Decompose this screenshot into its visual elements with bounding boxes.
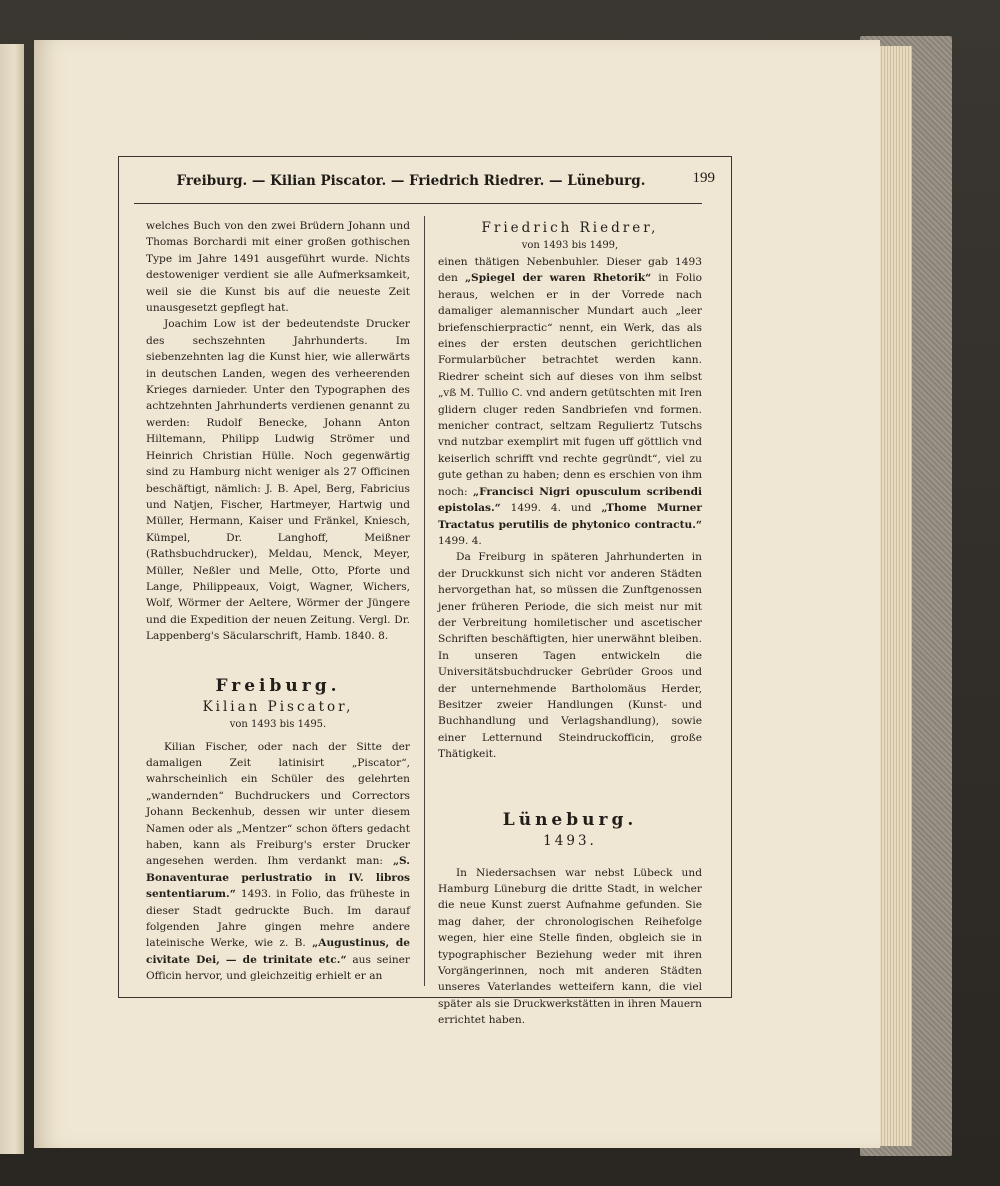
book-title: „Augustinus, de civitate Dei, — de trinitate etc.“: [146, 937, 410, 966]
spacer: [438, 851, 702, 865]
spacer: [438, 763, 702, 809]
right-column: [438, 218, 702, 1029]
paragraph: welches Buch von den zwei Brüdern Johann und Thomas Borchardi mit einer großen gothischen Type im Jahre 1491 ausgeführt wurde. Nichts destoweniger verdient sie alle Aufmerksamkeit, weil sie die Kunst bis auf die neueste Zeit unausgesetzt gepflegt hat.: [146, 220, 410, 315]
section-heading-freiburg: Freiburg.: [215, 675, 341, 696]
paragraph: Joachim Low ist der bedeutendste Drucker des sechszehnten Jahrhunderts. Im siebenzehnten lag die Kunst hier, wie allerwärts in deutschen Landen, wegen des verheerenden Krieges darnieder. Unter den Typographen des achtzehnten Jahrhunderts verdienen genannt zu werden: Rudolf Benecke, Johann Anton Hiltemann, Philipp Ludwig Strömer und Heinrich Christian Hülle. Noch gegenwärtig sind zu Hamburg nicht weniger als 27 Officinen beschäftigt, nämlich: J. B. Apel, Berg, Fabricius und Natjen, Fischer, Hartmeyer, Hartwig und Müller, Hermann, Kaiser und Fränkel, Kniesch, Kümpel, Dr. Langhoff, Meißner (Rathsbuchdrucker), Meldau, Menck, Meyer, Müller, Neßler und Melle, Otto, Pforte und Lange, Philippeaux, Voigt, Wagner, Wichers, Wolf, Wörmer der Aeltere, Wörmer der Jüngere und die Expedition der neuen Zeitung. Vergl. Dr. Lappenberg's Säcularschrift, Hamb. 1840. 8.: [146, 318, 410, 643]
paragraph: [146, 739, 410, 985]
header-rule: [134, 203, 702, 204]
paragraph: Da Freiburg in späteren Jahrhunderten in der Druckkunst sich nicht vor anderen Städten hervorgethan hat, so müssen die Zunftgenossen jener früheren Periode, die sich meist nur mit der Verbreitung homiletischer und ascetischer Schriften beschäftigten, hier unerwähnt bleiben. In unseren Tagen entwickeln die Universitätsbuchdrucker Gebrüder Groos und der unternehmende Bartholomäus Herder, Besitzer zweier Handlungen (Kunst- und Buchhandlung und Verlagshandlung), sowie einer Letternund Steindruckofficin, große Thätigkeit.: [438, 551, 702, 761]
text-run: einen thätigen Nebenbuhler. Dieser gab 1493 den: [438, 256, 702, 285]
running-header: [118, 168, 704, 194]
paragraph: In Niedersachsen war nebst Lübeck und Hamburg Lüneburg die dritte Stadt, in welcher die neue Kunst zuerst Aufnahme gefunden. Sie mag daher, der chronologischen Reihefolge wegen, hier eine Stelle finden, obgleich sie in typographischer Beziehung weder mit ihren Vorgängerinnen, noch mit anderen Städten unseres Vaterlandes wetteifern kann, die viel später als sie Druckwerkstätten in ihren Mauern errichtet haben.: [438, 866, 702, 1027]
text-run: 1499. 4. und: [510, 502, 592, 515]
text-run: 1499. 4.: [438, 534, 482, 547]
book-title: „Spiegel der waren Rhetorik“: [464, 272, 652, 285]
running-title: Freiburg. — Kilian Piscator. — Friedrich Riedrer. — Lüneburg.: [176, 173, 646, 189]
book-title: „Thome Murner Tractatus perutilis de phytonico contractu.“: [438, 502, 702, 531]
spacer: [146, 645, 410, 675]
printer-dates: von 1493 bis 1499,: [521, 240, 619, 251]
left-page-edge: [0, 44, 24, 1154]
printer-heading-kilian: Kilian Piscator,: [202, 698, 354, 715]
page-number: 199: [692, 170, 715, 186]
text-run: Kilian Fischer, oder nach der Sitte der damaligen Zeit latinisirt „Piscator“, wahrscheinlich ein Schüler des gelehrten „wandernden“ Buchdruckers und Correctors Johann Beckenhub, dessen wir unter diesem Namen oder als „Mentzer“ schon öfters gedacht haben, kann als Freiburg's erster Drucker angesehen werden. Ihm verdankt man:: [146, 740, 410, 868]
text-run: aus seiner Officin hervor, und gleichzeitig erhielt er an: [146, 953, 410, 983]
text-run: in Folio heraus, welchen er in der Vorrede nach damaliger alemannischer Mundart auch „leer briefenschierpractic“ nennt, ein Werk, das als eines der ersten deutschen gerichtlichen Formularbücher betrachtet werden kann. Riedrer scheint sich auf dieses von ihm selbst „vß M. Tullio C. vnd andern getütschten mit Iren glidern cluger reden Sandbriefen vnd formen. menicher contract, seltzam Reguliertz Tutschs vnd nutzbar exemplirt mit fugen uff göttlich vnd keiserlich schrifft vnd rechte gegründt“, viel zu gute gethan zu haben; denn es erschien von ihm noch:: [438, 272, 702, 498]
book-title: „Francisci Nigri opusculum scribendi epistolas.“: [438, 485, 703, 515]
column-divider: [424, 216, 425, 986]
printer-dates: von 1493 bis 1495.: [229, 718, 327, 730]
text-run: 1493. in Folio, das früheste in dieser Stadt gedruckte Buch. Im darauf folgenden Jahre gingen mehre andere lateinische Werke, wie z. B.: [146, 888, 410, 950]
printer-heading-riedrer: Friedrich Riedrer,: [481, 220, 659, 236]
section-year: 1493.: [543, 832, 597, 849]
book-title: „S. Bonaventurae perlustratio in IV. libros sententiarum.“: [146, 855, 410, 901]
section-heading-lueneburg: Lüneburg.: [502, 809, 638, 830]
paragraph: [438, 254, 702, 549]
left-column: [146, 218, 410, 985]
